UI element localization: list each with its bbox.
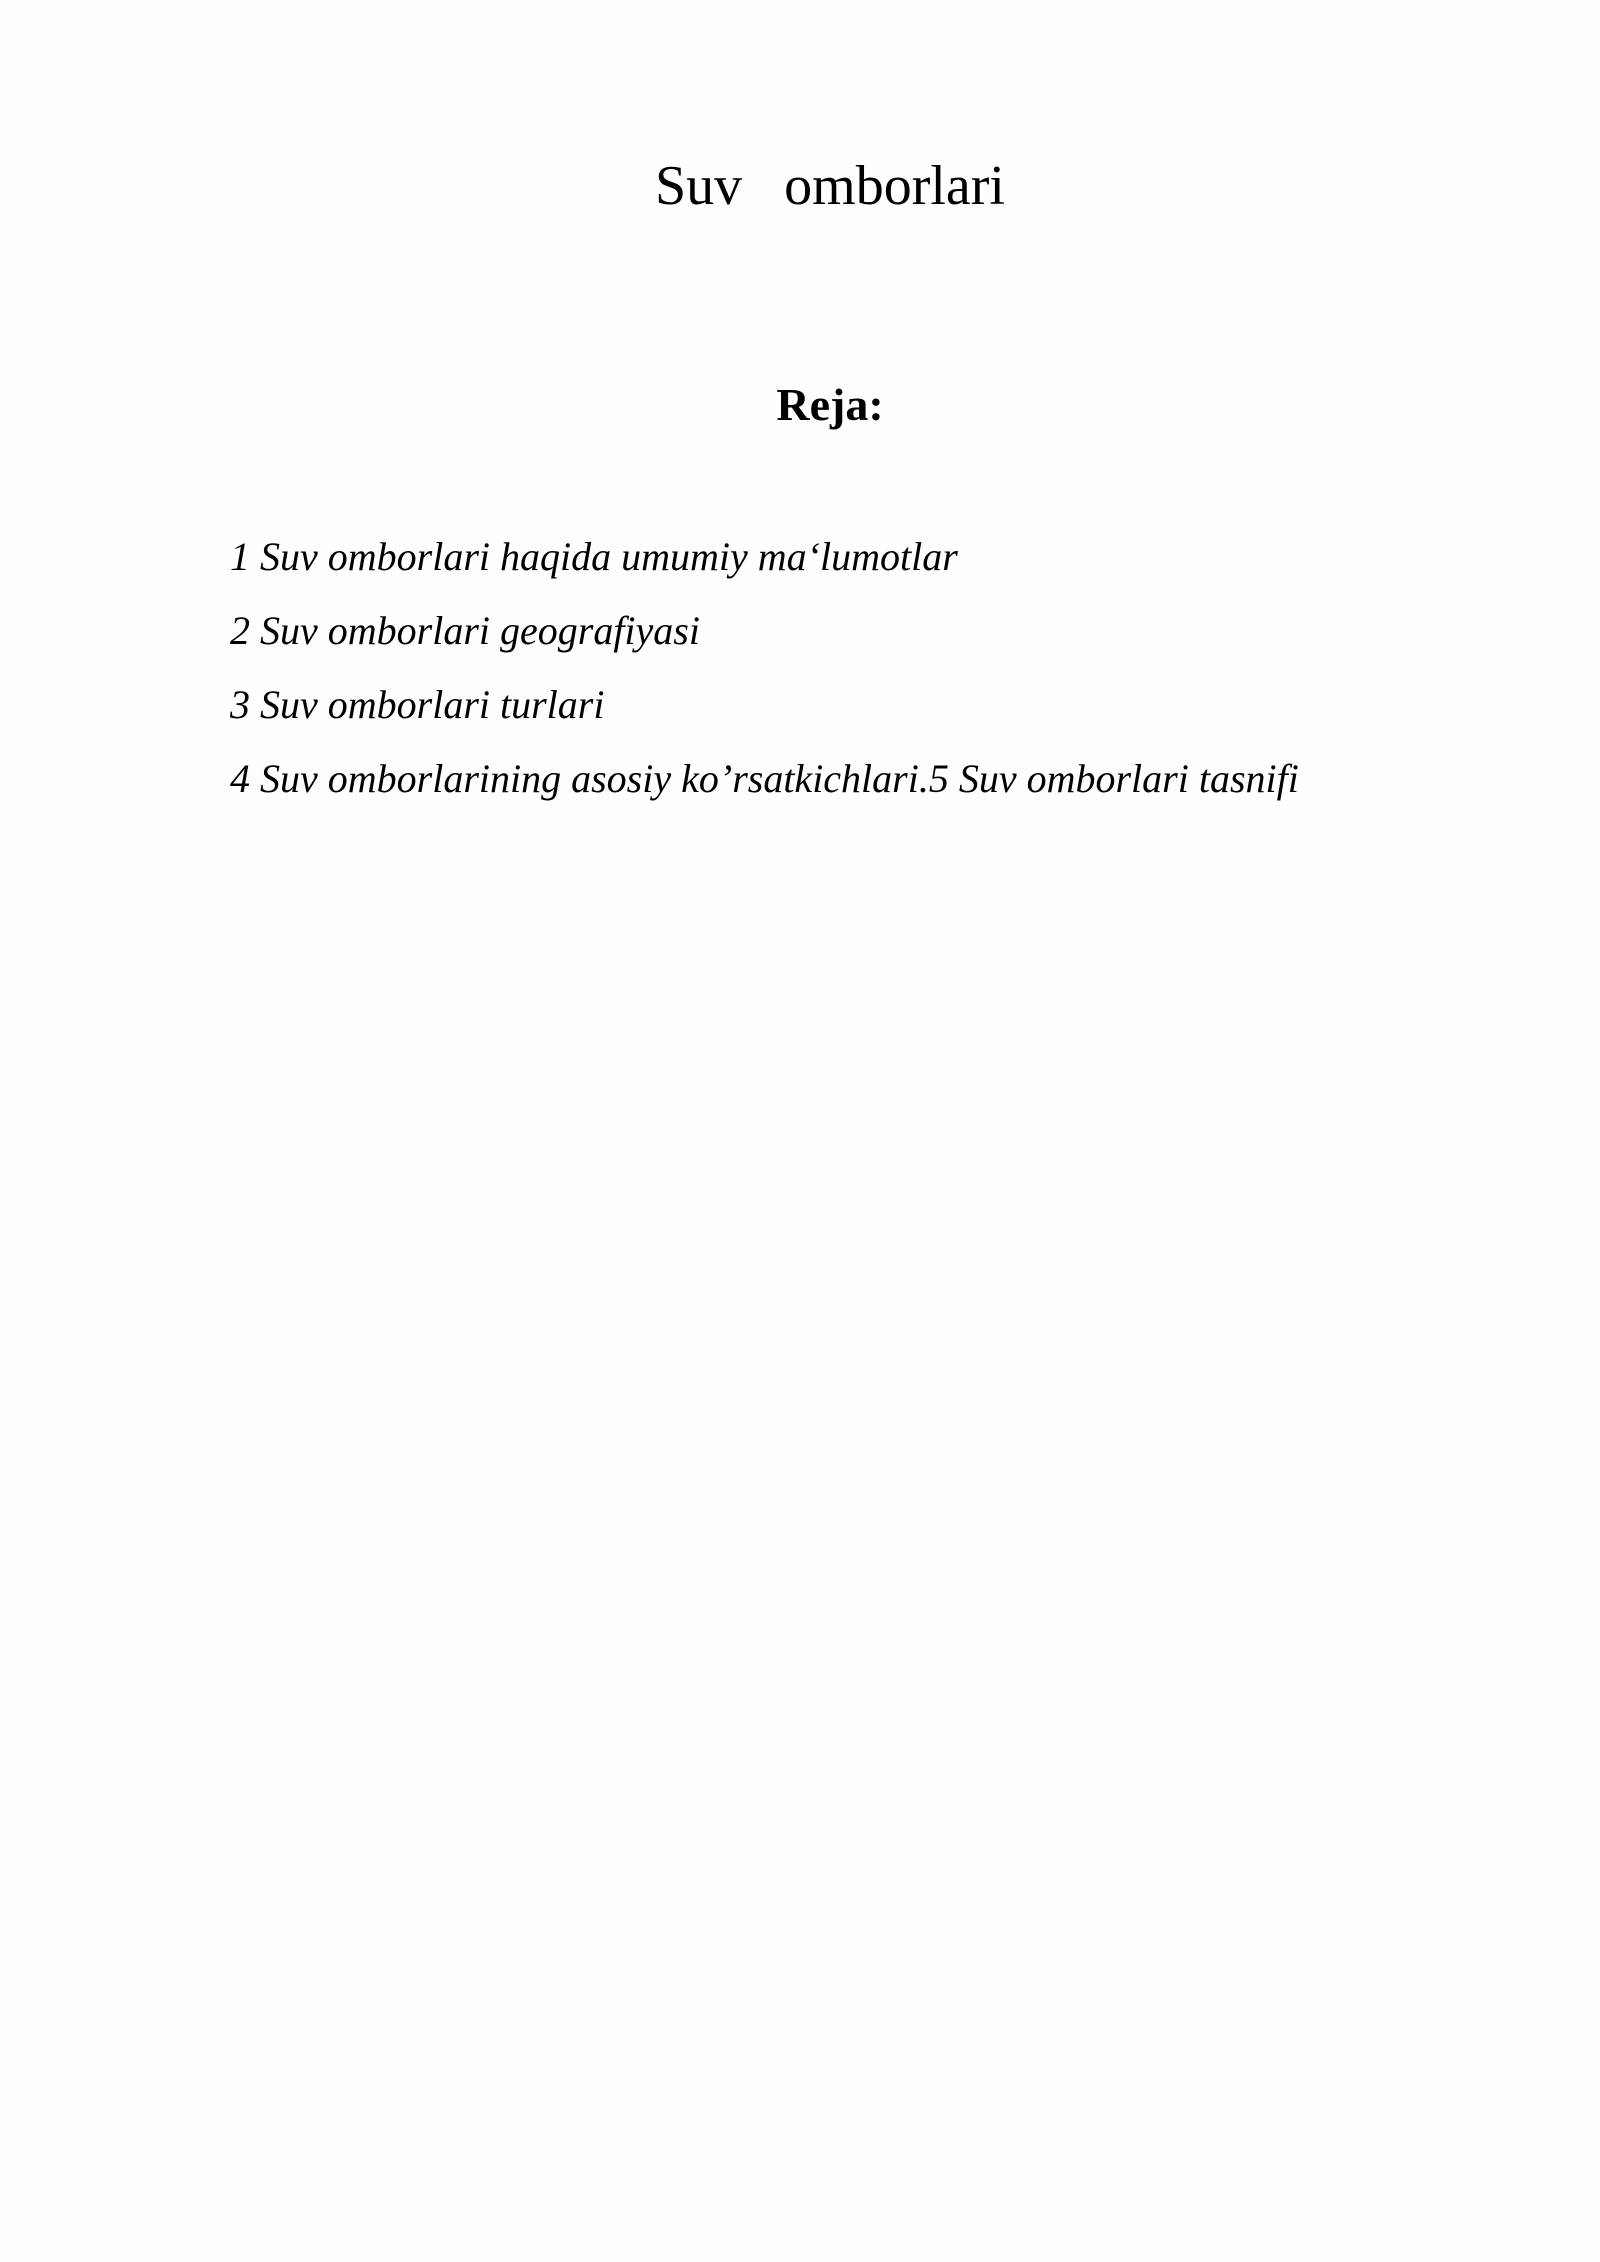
plan-item-4: 4 Suv omborlarining asosiy ko’rsatkichlari.5 Suv omborlari tasnifi bbox=[230, 756, 1299, 801]
document-title: Suv omborlari bbox=[655, 155, 1005, 217]
plan-item-2: 2 Suv omborlari geografiyasi bbox=[230, 608, 700, 653]
plan-list bbox=[230, 520, 1530, 816]
plan-heading: Reja: bbox=[776, 379, 884, 430]
plan-item-1: 1 Suv omborlari haqida umumiy ma‘lumotlar bbox=[230, 534, 958, 579]
plan-item-3: 3 Suv omborlari turlari bbox=[230, 682, 605, 727]
